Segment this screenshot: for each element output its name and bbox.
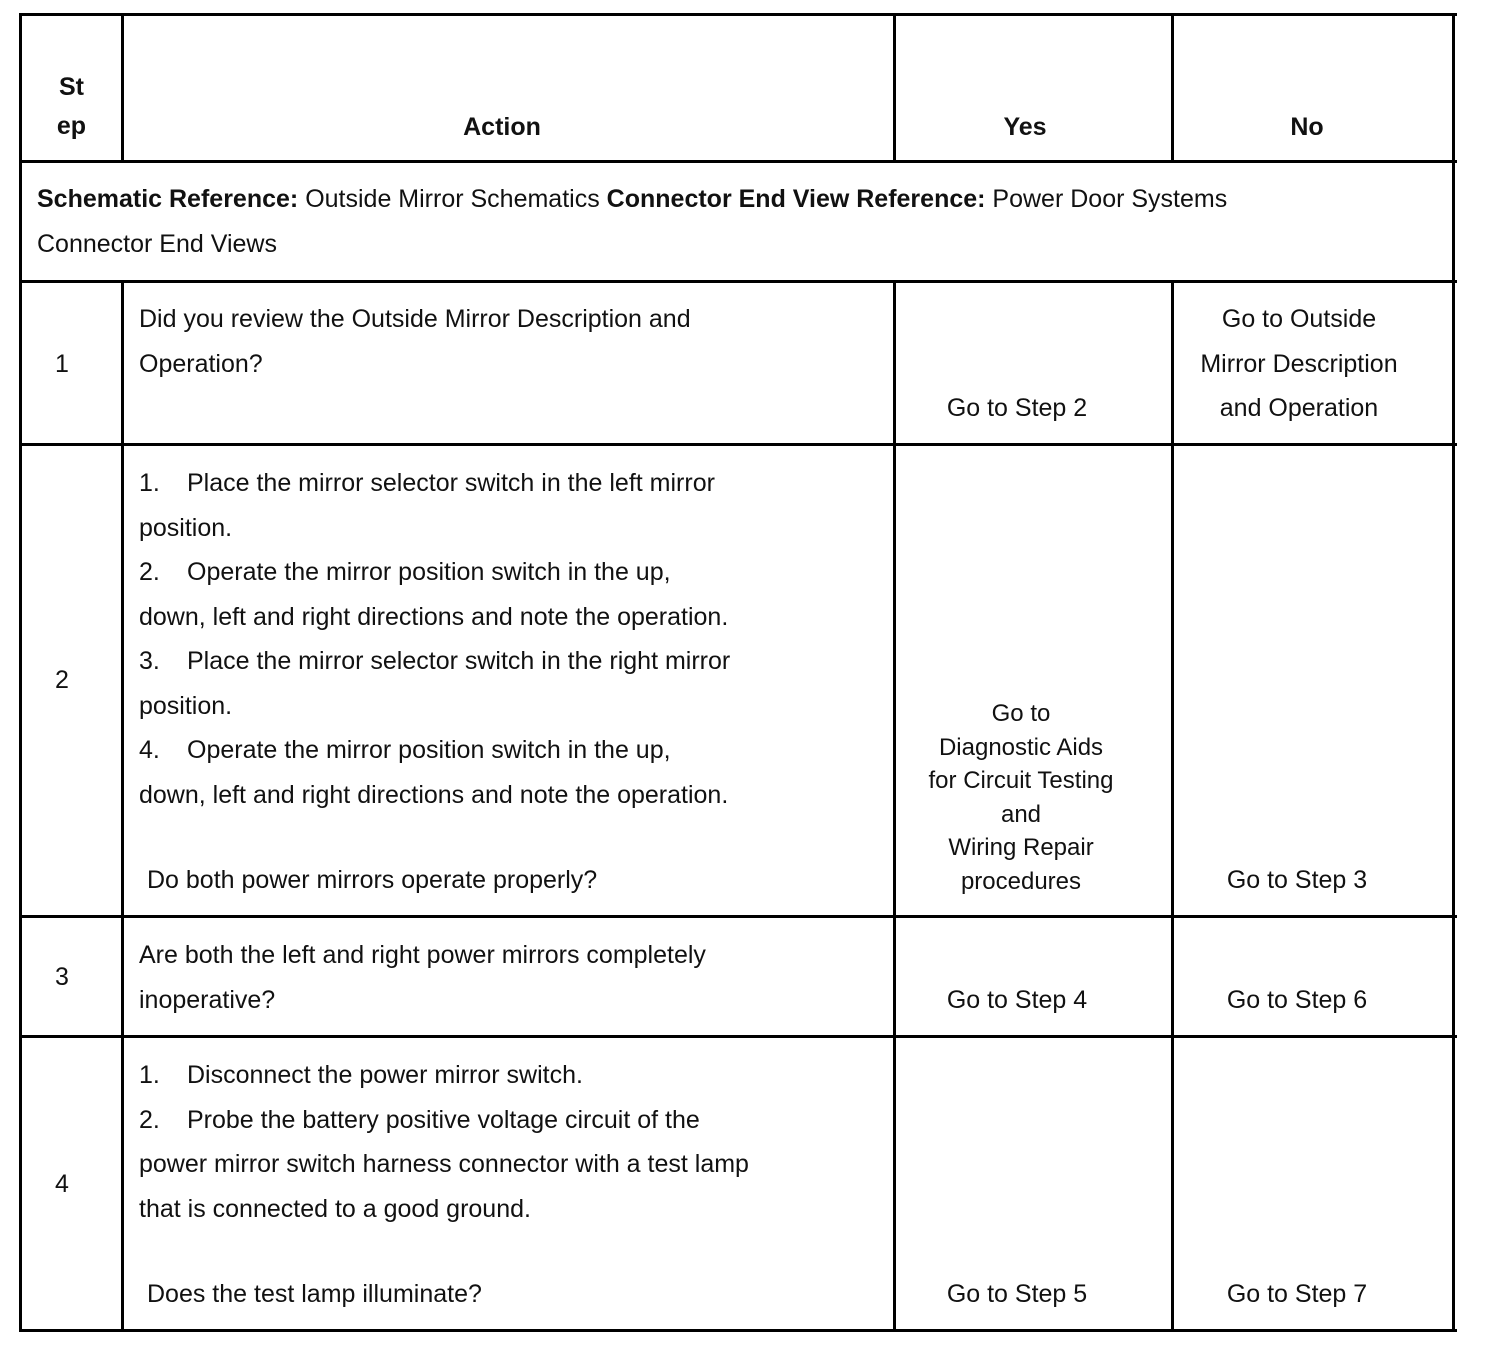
connector-reference-link-2[interactable]: Connector End Views (37, 229, 277, 258)
reference-text (37, 177, 1227, 266)
row-divider-2 (19, 915, 1457, 918)
schematic-reference-link[interactable]: Outside Mirror Schematics (305, 185, 600, 213)
connector-reference-link-1[interactable]: Power Door Systems (992, 185, 1228, 213)
step-number: 4 (55, 1170, 69, 1198)
connector-reference-label: Connector End View Reference: (606, 185, 986, 213)
column-divider-yes-body (1171, 280, 1174, 1332)
no-link[interactable]: Go to Outside Mirror Description and Operation (1200, 305, 1398, 422)
header-step: St ep (56, 73, 87, 140)
action-question: Does the test lamp illuminate? (147, 1280, 482, 1308)
list-item: 3. Place the mirror selector switch in the right mirror (139, 647, 731, 675)
row-divider-1 (19, 443, 1457, 446)
column-divider-step-body (121, 280, 124, 1332)
step-number: 1 (55, 350, 69, 378)
action-steps: 1. Disconnect the power mirror switch. 2. Probe the battery positive voltage circuit of the power mirror switch harness connector with a test lamp that is connected to a good ground. (139, 1053, 749, 1231)
action-text: Did you review the Outside Mirror Description and Operation? (139, 305, 691, 378)
list-item: 4. Operate the mirror position switch in the up, (139, 736, 671, 764)
step-number: 3 (55, 963, 69, 991)
table-border-top (19, 13, 1457, 16)
list-item: 1. Place the mirror selector switch in the left mirror (139, 469, 715, 497)
no-link[interactable]: Go to Step 3 (1226, 866, 1368, 894)
yes-link[interactable]: Go to Step 2 (946, 394, 1088, 422)
table-border-right (1452, 13, 1455, 1332)
table-border-bottom (19, 1329, 1457, 1332)
header-divider (19, 160, 1457, 163)
header-action: Action (463, 113, 541, 141)
list-item: 1. Disconnect the power mirror switch. (139, 1061, 583, 1089)
header-no: No (1290, 113, 1324, 141)
schematic-reference-label: Schematic Reference: (37, 185, 299, 213)
row-divider-3 (19, 1035, 1457, 1038)
step-number: 2 (55, 666, 69, 694)
list-item: 2. Probe the battery positive voltage circuit of the (139, 1105, 700, 1134)
action-text: Are both the left and right power mirrors completely inoperative? (139, 941, 706, 1014)
reference-divider (19, 280, 1457, 283)
yes-link[interactable]: Go to Step 4 (946, 986, 1088, 1014)
table-border-left (19, 13, 22, 1332)
action-question: Do both power mirrors operate properly? (147, 866, 598, 894)
yes-link[interactable]: Go to Diagnostic Aids for Circuit Testing and Wiring Repair procedures (928, 700, 1114, 895)
list-item: 2. Operate the mirror position switch in the up, (139, 558, 671, 586)
yes-link[interactable]: Go to Step 5 (946, 1280, 1088, 1308)
no-link[interactable]: Go to Step 6 (1226, 986, 1368, 1014)
no-link[interactable]: Go to Step 7 (1226, 1280, 1368, 1308)
header-yes: Yes (1003, 113, 1047, 141)
action-steps: 1. Place the mirror selector switch in the left mirror position. 2. Operate the mirror position switch in the up, down, left and right directions and note the operation. 3. Place the mirror selector switch in the right mirror position. 4. Operate the mirror position switch in the up, down, left and right directions and note the operation. (139, 461, 730, 817)
